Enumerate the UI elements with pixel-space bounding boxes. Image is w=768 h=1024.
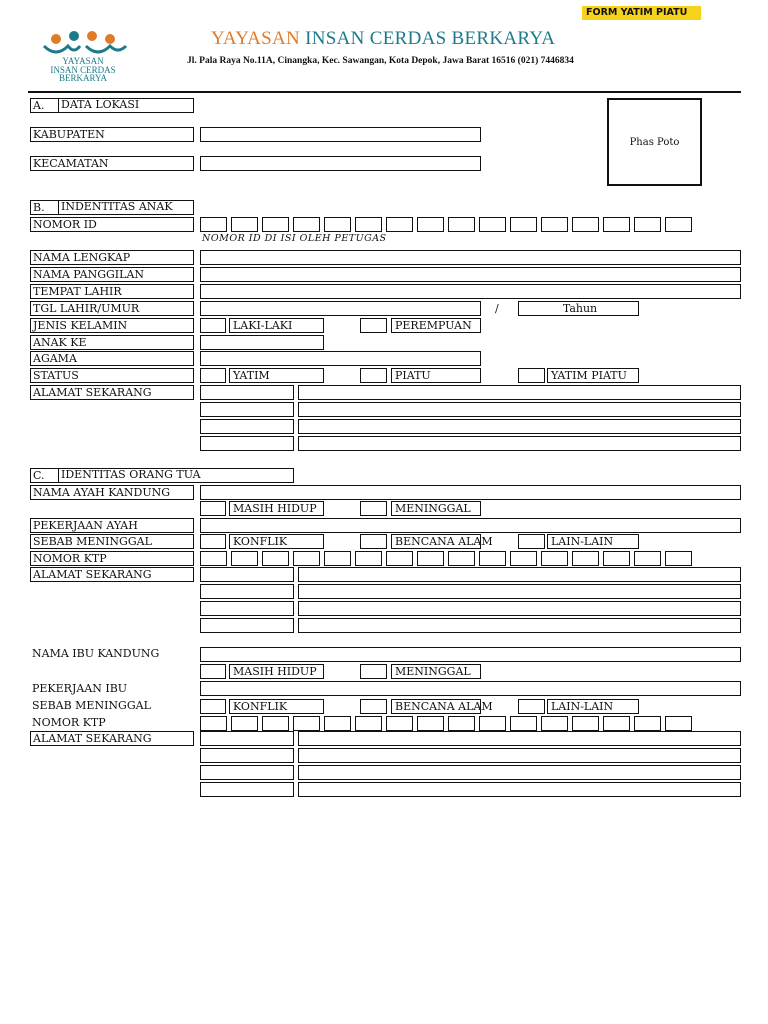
ktp-ayah-digit-box[interactable]	[293, 551, 320, 566]
pekerjaan-ibu-field[interactable]	[200, 681, 741, 696]
alamat-ibu-long-field[interactable]	[298, 731, 741, 746]
ibu-bencana-checkbox[interactable]	[360, 699, 387, 714]
nama-ayah-field[interactable]	[200, 485, 741, 500]
tgl-slash: /	[495, 302, 499, 315]
alamat-anak-short-field[interactable]	[200, 436, 294, 451]
ktp-ayah-digit-box[interactable]	[510, 551, 537, 566]
section-a-letter: A.	[33, 99, 45, 112]
tempat-lahir-field[interactable]	[200, 284, 741, 299]
ktp-ibu-digit-box[interactable]	[603, 716, 630, 731]
logo-text-yayasan: YAYASAN	[62, 56, 104, 66]
yatim-piatu-option: YATIM PIATU	[547, 368, 639, 383]
photo-label: Phas Poto	[629, 137, 680, 148]
tahun-label: Tahun	[562, 302, 598, 315]
nomor-id-label: NOMOR ID	[30, 217, 194, 232]
ktp-ayah-digit-box[interactable]	[355, 551, 382, 566]
alamat-ibu-short-field[interactable]	[200, 748, 294, 763]
ayah-lain-checkbox[interactable]	[518, 534, 545, 549]
organization-address: Jl. Pala Raya No.11A, Cinangka, Kec. Sawangan, Kota Depok, Jawa Barat 16516 (021) 7446834	[187, 56, 574, 66]
alamat-ayah-short-field[interactable]	[200, 584, 294, 599]
nomor-id-digit-box[interactable]	[541, 217, 568, 232]
alamat-anak-long-field[interactable]	[298, 385, 741, 400]
ktp-ayah-digit-box[interactable]	[386, 551, 413, 566]
alamat-anak-label: ALAMAT SEKARANG	[30, 385, 194, 400]
pekerjaan-ayah-field[interactable]	[200, 518, 741, 533]
alamat-ayah-long-field[interactable]	[298, 618, 741, 633]
ktp-ayah-digit-box[interactable]	[231, 551, 258, 566]
section-c-title: IDENTITAS ORANG TUA	[61, 468, 201, 481]
sebab-ibu-label: SEBAB MENINGGAL	[32, 699, 151, 712]
alamat-ayah-short-field[interactable]	[200, 567, 294, 582]
alamat-anak-short-field[interactable]	[200, 385, 294, 400]
alamat-ibu-short-field[interactable]	[200, 765, 294, 780]
perempuan-checkbox[interactable]	[360, 318, 387, 333]
nomor-id-digit-box[interactable]	[417, 217, 444, 232]
ktp-ayah-digit-box[interactable]	[200, 551, 227, 566]
nama-panggilan-label: NAMA PANGGILAN	[30, 267, 194, 282]
logo-text-insan: INSAN CERDAS	[50, 65, 116, 75]
nama-ibu-field[interactable]	[200, 647, 741, 662]
ktp-ayah-digit-box[interactable]	[262, 551, 289, 566]
alamat-ayah-label: ALAMAT SEKARANG	[30, 567, 194, 582]
ktp-ibu-digit-box[interactable]	[324, 716, 351, 731]
ktp-ibu-digit-box[interactable]	[200, 716, 227, 731]
status-label: STATUS	[30, 368, 194, 383]
alamat-ayah-long-field[interactable]	[298, 567, 741, 582]
laki-checkbox[interactable]	[200, 318, 226, 333]
alamat-ibu-label: ALAMAT SEKARANG	[30, 731, 194, 746]
ktp-ibu-digit-box[interactable]	[355, 716, 382, 731]
anak-ke-label: ANAK KE	[30, 335, 194, 350]
ayah-meninggal-checkbox[interactable]	[360, 501, 387, 516]
pekerjaan-ibu-label: PEKERJAAN IBU	[32, 682, 128, 695]
ktp-ibu-label: NOMOR KTP	[32, 716, 106, 729]
alamat-anak-short-field[interactable]	[200, 402, 294, 417]
ktp-ayah-digit-box[interactable]	[417, 551, 444, 566]
nama-ayah-label: NAMA AYAH KANDUNG	[30, 485, 194, 500]
alamat-anak-long-field[interactable]	[298, 402, 741, 417]
nama-ibu-label: NAMA IBU KANDUNG	[32, 647, 160, 660]
nomor-id-digit-box[interactable]	[200, 217, 227, 232]
ktp-ayah-digit-box[interactable]	[665, 551, 692, 566]
alamat-ibu-long-field[interactable]	[298, 748, 741, 763]
ktp-ayah-digit-box[interactable]	[479, 551, 506, 566]
kabupaten-field[interactable]	[200, 127, 481, 142]
kecamatan-field[interactable]	[200, 156, 481, 171]
ayah-konflik-checkbox[interactable]	[200, 534, 226, 549]
alamat-ibu-short-field[interactable]	[200, 782, 294, 797]
ktp-ayah-digit-box[interactable]	[541, 551, 568, 566]
ktp-ibu-digit-box[interactable]	[386, 716, 413, 731]
section-b-letter: B.	[33, 201, 45, 214]
nomor-id-digit-box[interactable]	[324, 217, 351, 232]
agama-field[interactable]	[200, 351, 481, 366]
alamat-ibu-short-field[interactable]	[200, 731, 294, 746]
section-c-divider	[58, 468, 59, 483]
ktp-ibu-digit-box[interactable]	[665, 716, 692, 731]
tgl-lahir-field[interactable]	[200, 301, 481, 316]
alamat-ayah-long-field[interactable]	[298, 601, 741, 616]
ibu-meninggal-option: MENINGGAL	[391, 664, 481, 679]
ktp-ibu-digit-box[interactable]	[262, 716, 289, 731]
photo-placeholder[interactable]	[607, 98, 702, 186]
kecamatan-label: KECAMATAN	[30, 156, 194, 171]
section-a-divider	[58, 98, 59, 113]
nomor-id-note: NOMOR ID DI ISI OLEH PETUGAS	[202, 233, 387, 244]
ktp-ayah-digit-box[interactable]	[448, 551, 475, 566]
umur-field[interactable]	[518, 301, 639, 316]
ibu-lain-checkbox[interactable]	[518, 699, 545, 714]
ktp-ibu-digit-box[interactable]	[510, 716, 537, 731]
pekerjaan-ayah-label: PEKERJAAN AYAH	[30, 518, 194, 533]
nomor-id-digit-box[interactable]	[479, 217, 506, 232]
kabupaten-label: KABUPATEN	[30, 127, 194, 142]
ktp-ibu-digit-box[interactable]	[572, 716, 599, 731]
nomor-id-digit-box[interactable]	[262, 217, 289, 232]
piatu-option: PIATU	[391, 368, 481, 383]
alamat-ibu-long-field[interactable]	[298, 782, 741, 797]
nomor-id-digit-box[interactable]	[355, 217, 382, 232]
organization-title	[211, 28, 555, 50]
nama-lengkap-field[interactable]	[200, 250, 741, 265]
alamat-anak-short-field[interactable]	[200, 419, 294, 434]
ktp-ibu-digit-box[interactable]	[293, 716, 320, 731]
jenis-kelamin-label: JENIS KELAMIN	[30, 318, 194, 333]
ktp-ayah-label: NOMOR KTP	[30, 551, 194, 566]
alamat-ibu-long-field[interactable]	[298, 765, 741, 780]
ktp-ayah-digit-box[interactable]	[603, 551, 630, 566]
ayah-bencana-option: BENCANA ALAM	[391, 534, 481, 549]
alamat-anak-long-field[interactable]	[298, 419, 741, 434]
perempuan-option: PEREMPUAN	[391, 318, 481, 333]
ayah-hidup-option: MASIH HIDUP	[229, 501, 324, 516]
alamat-ayah-long-field[interactable]	[298, 584, 741, 599]
ibu-konflik-option: KONFLIK	[229, 699, 324, 714]
yatim-piatu-checkbox[interactable]	[518, 368, 545, 383]
nomor-id-digit-box[interactable]	[448, 217, 475, 232]
title-rest: INSAN CERDAS BERKARYA	[305, 28, 556, 49]
sebab-ayah-label: SEBAB MENINGGAL	[30, 534, 194, 549]
ktp-ayah-digit-box[interactable]	[634, 551, 661, 566]
alamat-ayah-short-field[interactable]	[200, 618, 294, 633]
ktp-ibu-digit-box[interactable]	[417, 716, 444, 731]
ktp-ayah-digit-box[interactable]	[572, 551, 599, 566]
section-b-title: INDENTITAS ANAK	[61, 200, 173, 213]
ayah-lain-option: LAIN-LAIN	[547, 534, 639, 549]
ktp-ayah-digit-box[interactable]	[324, 551, 351, 566]
yatim-option: YATIM	[229, 368, 324, 383]
ibu-meninggal-checkbox[interactable]	[360, 664, 387, 679]
form-type-badge: FORM YATIM PIATU	[582, 6, 701, 20]
nomor-id-digit-box[interactable]	[510, 217, 537, 232]
ayah-meninggal-option: MENINGGAL	[391, 501, 481, 516]
ktp-ibu-digit-box[interactable]	[634, 716, 661, 731]
section-b-divider	[58, 200, 59, 215]
agama-label: AGAMA	[30, 351, 194, 366]
section-c-letter: C.	[33, 469, 45, 482]
ktp-ibu-digit-box[interactable]	[541, 716, 568, 731]
yatim-checkbox[interactable]	[200, 368, 226, 383]
ibu-lain-option: LAIN-LAIN	[547, 699, 639, 714]
ktp-ibu-digit-box[interactable]	[231, 716, 258, 731]
nama-lengkap-label: NAMA LENGKAP	[30, 250, 194, 265]
ibu-bencana-option: BENCANA ALAM	[391, 699, 481, 714]
nama-panggilan-field[interactable]	[200, 267, 741, 282]
tempat-lahir-label: TEMPAT LAHIR	[30, 284, 194, 299]
alamat-ayah-short-field[interactable]	[200, 601, 294, 616]
ibu-hidup-checkbox[interactable]	[200, 664, 226, 679]
section-a-title: DATA LOKASI	[61, 98, 140, 111]
ibu-hidup-option: MASIH HIDUP	[229, 664, 324, 679]
anak-ke-field[interactable]	[200, 335, 324, 350]
nomor-id-digit-box[interactable]	[665, 217, 692, 232]
ayah-hidup-checkbox[interactable]	[200, 501, 226, 516]
nomor-id-digit-box[interactable]	[603, 217, 630, 232]
title-word-yayasan: YAYASAN	[211, 28, 301, 49]
piatu-checkbox[interactable]	[360, 368, 387, 383]
header-divider	[28, 91, 741, 93]
logo-text-berkarya: BERKARYA	[58, 73, 107, 83]
nomor-id-digit-box[interactable]	[634, 217, 661, 232]
ibu-konflik-checkbox[interactable]	[200, 699, 226, 714]
alamat-anak-long-field[interactable]	[298, 436, 741, 451]
nomor-id-digit-box[interactable]	[293, 217, 320, 232]
ktp-ibu-digit-box[interactable]	[479, 716, 506, 731]
laki-option: LAKI-LAKI	[229, 318, 324, 333]
ayah-konflik-option: KONFLIK	[229, 534, 324, 549]
nomor-id-digit-box[interactable]	[231, 217, 258, 232]
ktp-ibu-digit-box[interactable]	[448, 716, 475, 731]
tgl-lahir-label: TGL LAHIR/UMUR	[30, 301, 194, 316]
ayah-bencana-checkbox[interactable]	[360, 534, 387, 549]
nomor-id-digit-box[interactable]	[386, 217, 413, 232]
nomor-id-digit-box[interactable]	[572, 217, 599, 232]
